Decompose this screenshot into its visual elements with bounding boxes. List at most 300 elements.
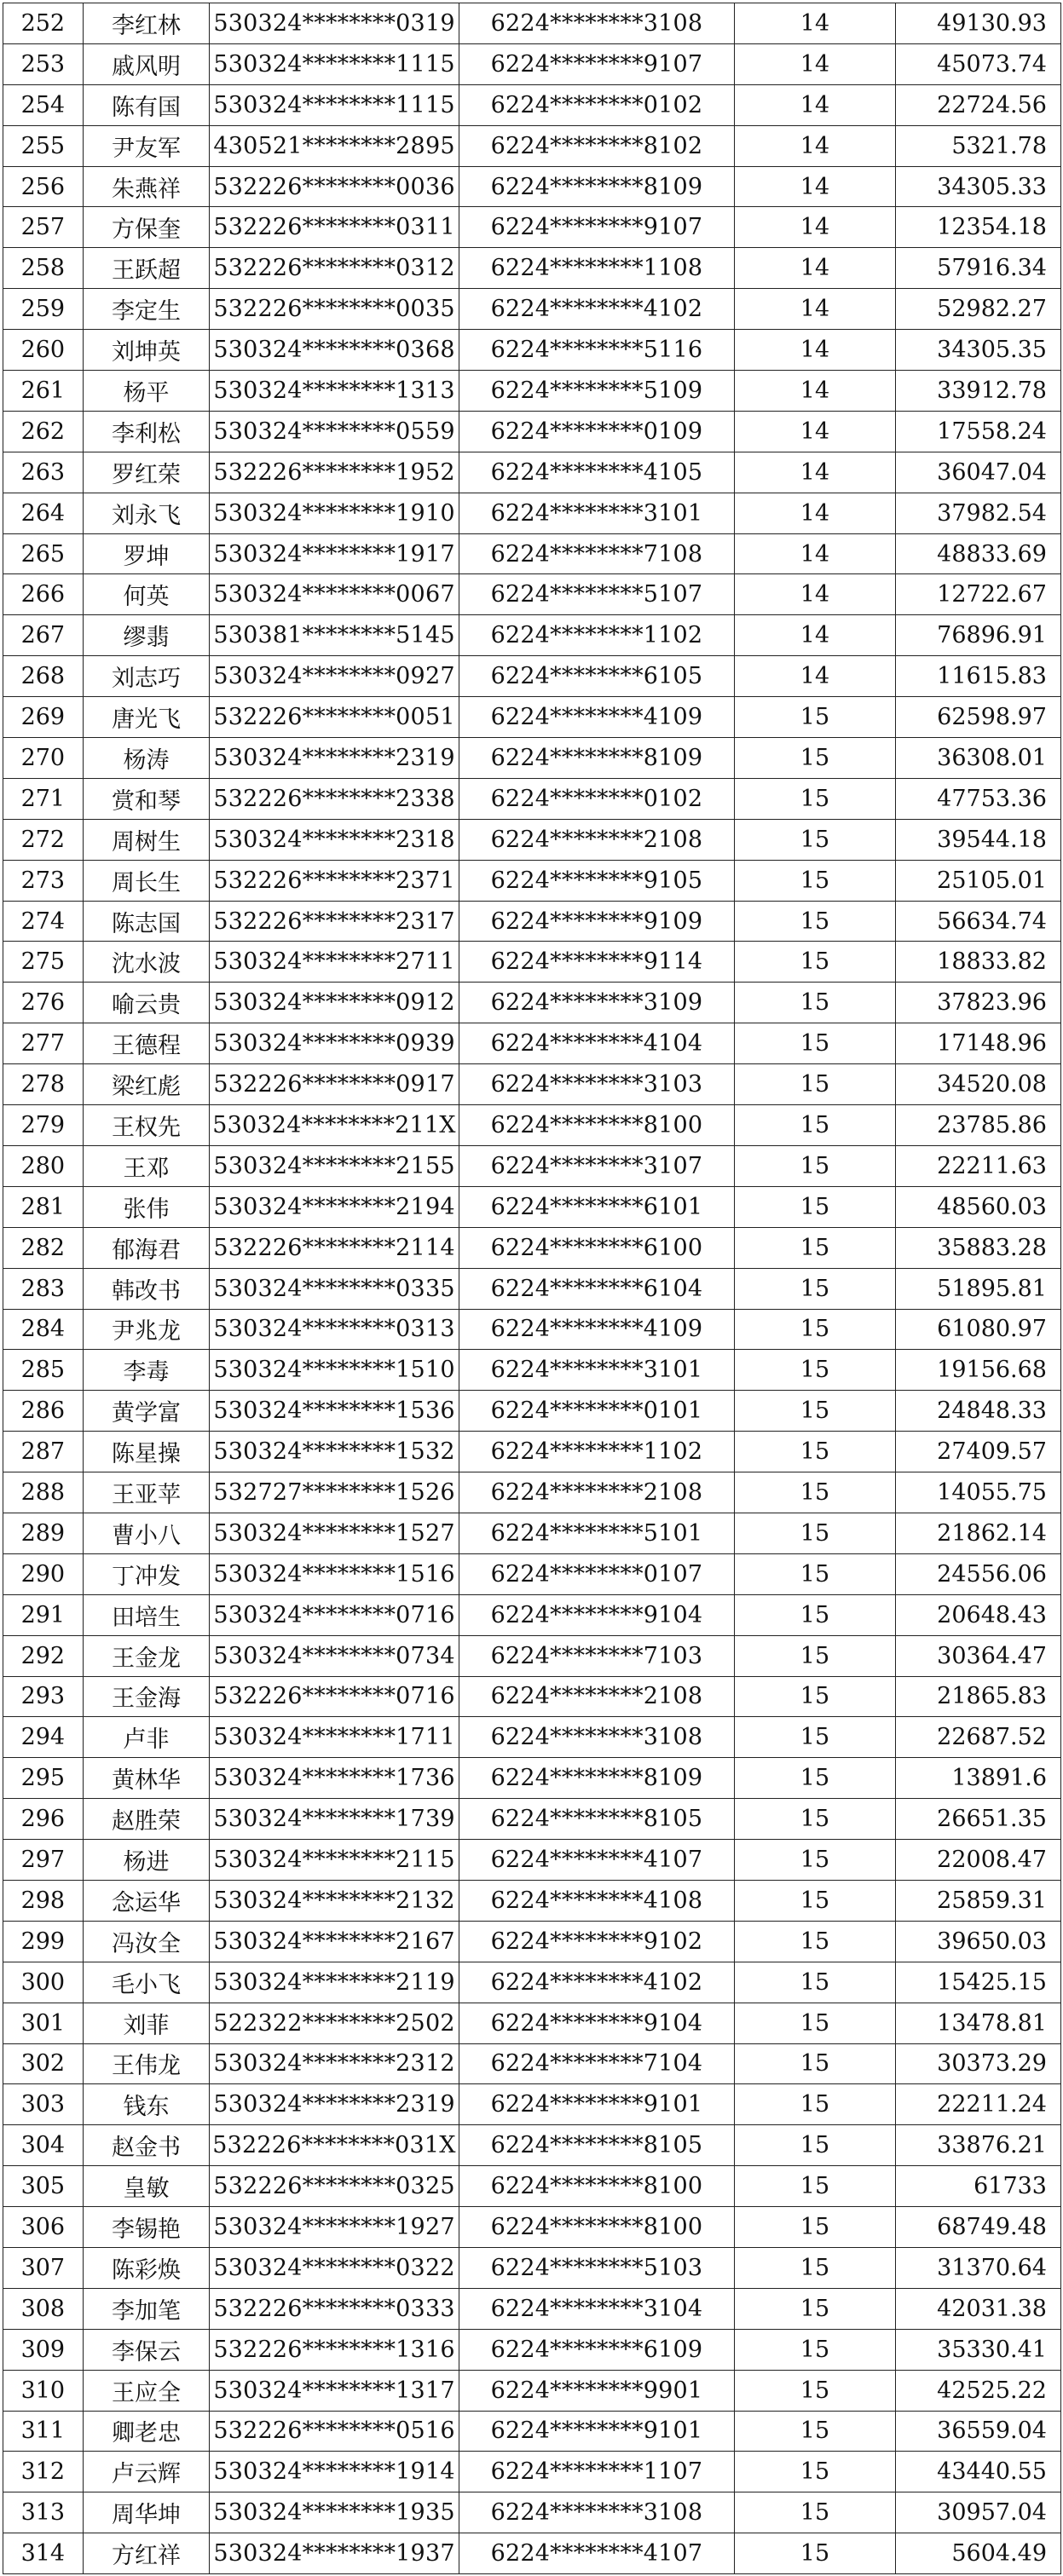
id-number-cell: 530324********1532: [210, 1432, 459, 1472]
id-number-cell: 530324********0927: [210, 656, 459, 697]
row-number-cell: 312: [3, 2452, 84, 2492]
bank-card-cell: 6224********0102: [459, 84, 734, 125]
id-number-cell: 530324********211X: [210, 1105, 459, 1146]
amount-cell: 48833.69: [895, 533, 1060, 574]
table-row: [3, 125, 1061, 166]
grade-cell: 15: [735, 697, 896, 738]
row-number-cell: 272: [3, 819, 84, 860]
table-row: [3, 1145, 1061, 1186]
name-cell: 喻云贵: [83, 983, 210, 1023]
id-number-cell: 532226********2114: [210, 1227, 459, 1268]
table-row: [3, 1186, 1061, 1227]
id-number-cell: 530324********0319: [210, 3, 459, 44]
bank-card-cell: 6224********5101: [459, 1513, 734, 1553]
bank-card-cell: 6224********4104: [459, 1023, 734, 1064]
name-cell: 刘志巧: [83, 656, 210, 697]
id-number-cell: 530324********2132: [210, 1880, 459, 1921]
amount-cell: 39544.18: [895, 819, 1060, 860]
name-cell: 周长生: [83, 860, 210, 901]
name-cell: 曹小八: [83, 1513, 210, 1553]
row-number-cell: 284: [3, 1309, 84, 1350]
id-number-cell: 530324********1510: [210, 1350, 459, 1391]
row-number-cell: 297: [3, 1840, 84, 1881]
row-number-cell: 293: [3, 1676, 84, 1717]
bank-card-cell: 6224********8109: [459, 166, 734, 207]
bank-card-cell: 6224********9104: [459, 1594, 734, 1635]
table-row: [3, 1309, 1061, 1350]
bank-card-cell: 6224********9109: [459, 901, 734, 942]
row-number-cell: 296: [3, 1799, 84, 1840]
table-row: [3, 1513, 1061, 1553]
table-row: [3, 1553, 1061, 1594]
bank-card-cell: 6224********2108: [459, 819, 734, 860]
bank-card-cell: 6224********9101: [459, 2411, 734, 2452]
name-cell: 王金海: [83, 1676, 210, 1717]
id-number-cell: 530324********1935: [210, 2492, 459, 2533]
id-number-cell: 532226********1952: [210, 452, 459, 493]
table-row: [3, 2411, 1061, 2452]
row-number-cell: 301: [3, 2003, 84, 2043]
row-number-cell: 263: [3, 452, 84, 493]
bank-card-cell: 6224********4107: [459, 1840, 734, 1881]
table-row: [3, 697, 1061, 738]
table-row: [3, 3, 1061, 44]
grade-cell: 15: [735, 2288, 896, 2329]
bank-card-cell: 6224********8100: [459, 2166, 734, 2207]
row-number-cell: 305: [3, 2166, 84, 2207]
table-row: [3, 2533, 1061, 2574]
grade-cell: 15: [735, 1594, 896, 1635]
grade-cell: 15: [735, 1391, 896, 1432]
amount-cell: 13891.6: [895, 1758, 1060, 1799]
name-cell: 张伟: [83, 1186, 210, 1227]
name-cell: 刘菲: [83, 2003, 210, 2043]
grade-cell: 14: [735, 84, 896, 125]
row-number-cell: 290: [3, 1553, 84, 1594]
row-number-cell: 264: [3, 493, 84, 533]
id-number-cell: 530324********2119: [210, 1962, 459, 2003]
amount-cell: 34305.33: [895, 166, 1060, 207]
name-cell: 王金龙: [83, 1635, 210, 1676]
row-number-cell: 303: [3, 2084, 84, 2125]
row-number-cell: 289: [3, 1513, 84, 1553]
row-number-cell: 265: [3, 533, 84, 574]
id-number-cell: 530324********2115: [210, 1840, 459, 1881]
name-cell: 罗坤: [83, 533, 210, 574]
table-row: [3, 615, 1061, 656]
name-cell: 毛小飞: [83, 1962, 210, 2003]
amount-cell: 47753.36: [895, 778, 1060, 819]
row-number-cell: 269: [3, 697, 84, 738]
bank-card-cell: 6224********0102: [459, 778, 734, 819]
grade-cell: 15: [735, 1921, 896, 1962]
grade-cell: 15: [735, 1350, 896, 1391]
amount-cell: 61080.97: [895, 1309, 1060, 1350]
name-cell: 赵胜荣: [83, 1799, 210, 1840]
table-row: [3, 2003, 1061, 2043]
amount-cell: 22211.63: [895, 1145, 1060, 1186]
grade-cell: 15: [735, 2003, 896, 2043]
grade-cell: 14: [735, 615, 896, 656]
name-cell: 梁红彪: [83, 1064, 210, 1105]
bank-card-cell: 6224********7108: [459, 533, 734, 574]
bank-card-cell: 6224********3103: [459, 1064, 734, 1105]
name-cell: 李锡艳: [83, 2207, 210, 2248]
bank-card-cell: 6224********0107: [459, 1553, 734, 1594]
id-number-cell: 530324********2167: [210, 1921, 459, 1962]
table-row: [3, 166, 1061, 207]
id-number-cell: 530324********1313: [210, 371, 459, 412]
name-cell: 田培生: [83, 1594, 210, 1635]
grade-cell: 14: [735, 411, 896, 452]
amount-cell: 43440.55: [895, 2452, 1060, 2492]
id-number-cell: 532226********2338: [210, 778, 459, 819]
amount-cell: 15425.15: [895, 1962, 1060, 2003]
row-number-cell: 307: [3, 2247, 84, 2288]
row-number-cell: 309: [3, 2329, 84, 2370]
bank-card-cell: 6224********4109: [459, 697, 734, 738]
table-body: [3, 3, 1061, 2574]
amount-cell: 30373.29: [895, 2043, 1060, 2084]
id-number-cell: 532226********0516: [210, 2411, 459, 2452]
name-cell: 赵金书: [83, 2125, 210, 2166]
id-number-cell: 532226********2371: [210, 860, 459, 901]
bank-card-cell: 6224********6104: [459, 1268, 734, 1309]
table-row: [3, 2166, 1061, 2207]
table-row: [3, 533, 1061, 574]
bank-card-cell: 6224********8100: [459, 2207, 734, 2248]
bank-card-cell: 6224********4102: [459, 1962, 734, 2003]
grade-cell: 15: [735, 2166, 896, 2207]
id-number-cell: 530324********0939: [210, 1023, 459, 1064]
table-row: [3, 1921, 1061, 1962]
name-cell: 周华坤: [83, 2492, 210, 2533]
id-number-cell: 530324********1736: [210, 1758, 459, 1799]
grade-cell: 15: [735, 1880, 896, 1921]
row-number-cell: 310: [3, 2370, 84, 2411]
row-number-cell: 302: [3, 2043, 84, 2084]
table-row: [3, 2370, 1061, 2411]
grade-cell: 15: [735, 1758, 896, 1799]
id-number-cell: 530324********0313: [210, 1309, 459, 1350]
row-number-cell: 256: [3, 166, 84, 207]
row-number-cell: 287: [3, 1432, 84, 1472]
amount-cell: 21865.83: [895, 1676, 1060, 1717]
table-row: [3, 1962, 1061, 2003]
table-row: [3, 43, 1061, 84]
row-number-cell: 279: [3, 1105, 84, 1146]
name-cell: 冯汝全: [83, 1921, 210, 1962]
name-cell: 李利松: [83, 411, 210, 452]
amount-cell: 14055.75: [895, 1472, 1060, 1513]
bank-card-cell: 6224********4105: [459, 452, 734, 493]
row-number-cell: 285: [3, 1350, 84, 1391]
amount-cell: 23785.86: [895, 1105, 1060, 1146]
id-number-cell: 532226********0716: [210, 1676, 459, 1717]
row-number-cell: 313: [3, 2492, 84, 2533]
name-cell: 戚风明: [83, 43, 210, 84]
amount-cell: 42525.22: [895, 2370, 1060, 2411]
grade-cell: 15: [735, 1186, 896, 1227]
amount-cell: 62598.97: [895, 697, 1060, 738]
grade-cell: 15: [735, 1145, 896, 1186]
name-cell: 沈水波: [83, 942, 210, 983]
id-number-cell: 530324********0559: [210, 411, 459, 452]
table-row: [3, 1350, 1061, 1391]
id-number-cell: 530381********5145: [210, 615, 459, 656]
amount-cell: 36047.04: [895, 452, 1060, 493]
table-row: [3, 656, 1061, 697]
bank-card-cell: 6224********5107: [459, 574, 734, 615]
table-row: [3, 2329, 1061, 2370]
amount-cell: 21862.14: [895, 1513, 1060, 1553]
amount-cell: 22008.47: [895, 1840, 1060, 1881]
amount-cell: 13478.81: [895, 2003, 1060, 2043]
grade-cell: 15: [735, 1717, 896, 1758]
grade-cell: 14: [735, 330, 896, 371]
id-number-cell: 530324********2155: [210, 1145, 459, 1186]
table-row: [3, 2125, 1061, 2166]
amount-cell: 20648.43: [895, 1594, 1060, 1635]
table-row: [3, 574, 1061, 615]
name-cell: 黄林华: [83, 1758, 210, 1799]
id-number-cell: 530324********1536: [210, 1391, 459, 1432]
amount-cell: 35883.28: [895, 1227, 1060, 1268]
name-cell: 唐光飞: [83, 697, 210, 738]
table-row: [3, 1717, 1061, 1758]
id-number-cell: 530324********1937: [210, 2533, 459, 2574]
table-row: [3, 1635, 1061, 1676]
grade-cell: 15: [735, 2247, 896, 2288]
bank-card-cell: 6224********9107: [459, 207, 734, 248]
name-cell: 李定生: [83, 289, 210, 330]
id-number-cell: 530324********1910: [210, 493, 459, 533]
table-row: [3, 452, 1061, 493]
id-number-cell: 530324********2194: [210, 1186, 459, 1227]
name-cell: 钱东: [83, 2084, 210, 2125]
id-number-cell: 532226********0036: [210, 166, 459, 207]
payment-table: [3, 3, 1061, 2574]
row-number-cell: 266: [3, 574, 84, 615]
grade-cell: 14: [735, 371, 896, 412]
name-cell: 王应全: [83, 2370, 210, 2411]
table-row: [3, 1676, 1061, 1717]
amount-cell: 12354.18: [895, 207, 1060, 248]
row-number-cell: 299: [3, 1921, 84, 1962]
row-number-cell: 311: [3, 2411, 84, 2452]
amount-cell: 22724.56: [895, 84, 1060, 125]
bank-card-cell: 6224********9105: [459, 860, 734, 901]
row-number-cell: 271: [3, 778, 84, 819]
amount-cell: 45073.74: [895, 43, 1060, 84]
amount-cell: 18833.82: [895, 942, 1060, 983]
row-number-cell: 268: [3, 656, 84, 697]
row-number-cell: 277: [3, 1023, 84, 1064]
bank-card-cell: 6224********9114: [459, 942, 734, 983]
grade-cell: 15: [735, 738, 896, 779]
bank-card-cell: 6224********3108: [459, 3, 734, 44]
grade-cell: 15: [735, 942, 896, 983]
name-cell: 王跃超: [83, 248, 210, 289]
name-cell: 韩改书: [83, 1268, 210, 1309]
id-number-cell: 530324********2319: [210, 2084, 459, 2125]
id-number-cell: 532226********0333: [210, 2288, 459, 2329]
table-row: [3, 983, 1061, 1023]
grade-cell: 15: [735, 1553, 896, 1594]
id-number-cell: 530324********1115: [210, 84, 459, 125]
id-number-cell: 530324********1516: [210, 1553, 459, 1594]
amount-cell: 34305.35: [895, 330, 1060, 371]
name-cell: 李毒: [83, 1350, 210, 1391]
amount-cell: 37823.96: [895, 983, 1060, 1023]
id-number-cell: 532226********1316: [210, 2329, 459, 2370]
bank-card-cell: 6224********4102: [459, 289, 734, 330]
name-cell: 王权先: [83, 1105, 210, 1146]
name-cell: 尹兆龙: [83, 1309, 210, 1350]
table-row: [3, 2492, 1061, 2533]
row-number-cell: 300: [3, 1962, 84, 2003]
id-number-cell: 532226********0311: [210, 207, 459, 248]
table-row: [3, 1105, 1061, 1146]
id-number-cell: 530324********1527: [210, 1513, 459, 1553]
name-cell: 朱燕祥: [83, 166, 210, 207]
bank-card-cell: 6224********3109: [459, 983, 734, 1023]
row-number-cell: 292: [3, 1635, 84, 1676]
grade-cell: 15: [735, 1840, 896, 1881]
grade-cell: 15: [735, 2207, 896, 2248]
id-number-cell: 530324********2318: [210, 819, 459, 860]
grade-cell: 15: [735, 1513, 896, 1553]
amount-cell: 30957.04: [895, 2492, 1060, 2533]
amount-cell: 51895.81: [895, 1268, 1060, 1309]
bank-card-cell: 6224********8105: [459, 2125, 734, 2166]
name-cell: 罗红荣: [83, 452, 210, 493]
grade-cell: 15: [735, 1105, 896, 1146]
table-row: [3, 2288, 1061, 2329]
row-number-cell: 255: [3, 125, 84, 166]
row-number-cell: 258: [3, 248, 84, 289]
table-row: [3, 1880, 1061, 1921]
table-row: [3, 2452, 1061, 2492]
amount-cell: 24848.33: [895, 1391, 1060, 1432]
table-row: [3, 371, 1061, 412]
grade-cell: 15: [735, 983, 896, 1023]
bank-card-cell: 6224********8109: [459, 738, 734, 779]
row-number-cell: 314: [3, 2533, 84, 2574]
row-number-cell: 278: [3, 1064, 84, 1105]
name-cell: 李保云: [83, 2329, 210, 2370]
table-row: [3, 411, 1061, 452]
table-row: [3, 1840, 1061, 1881]
amount-cell: 61733: [895, 2166, 1060, 2207]
table-row: [3, 778, 1061, 819]
id-number-cell: 530324********1927: [210, 2207, 459, 2248]
grade-cell: 14: [735, 574, 896, 615]
name-cell: 赏和琴: [83, 778, 210, 819]
name-cell: 郁海君: [83, 1227, 210, 1268]
amount-cell: 56634.74: [895, 901, 1060, 942]
name-cell: 李加笔: [83, 2288, 210, 2329]
amount-cell: 39650.03: [895, 1921, 1060, 1962]
id-number-cell: 532226********0917: [210, 1064, 459, 1105]
bank-card-cell: 6224********9101: [459, 2084, 734, 2125]
name-cell: 皇敏: [83, 2166, 210, 2207]
table-row: [3, 2207, 1061, 2248]
bank-card-cell: 6224********9107: [459, 43, 734, 84]
name-cell: 卢非: [83, 1717, 210, 1758]
grade-cell: 15: [735, 2533, 896, 2574]
id-number-cell: 530324********2319: [210, 738, 459, 779]
row-number-cell: 274: [3, 901, 84, 942]
amount-cell: 22687.52: [895, 1717, 1060, 1758]
name-cell: 周树生: [83, 819, 210, 860]
id-number-cell: 522322********2502: [210, 2003, 459, 2043]
id-number-cell: 530324********1115: [210, 43, 459, 84]
id-number-cell: 530324********0716: [210, 1594, 459, 1635]
row-number-cell: 295: [3, 1758, 84, 1799]
id-number-cell: 530324********0734: [210, 1635, 459, 1676]
table-row: [3, 1268, 1061, 1309]
bank-card-cell: 6224********6105: [459, 656, 734, 697]
amount-cell: 52982.27: [895, 289, 1060, 330]
name-cell: 卢云辉: [83, 2452, 210, 2492]
amount-cell: 48560.03: [895, 1186, 1060, 1227]
grade-cell: 15: [735, 901, 896, 942]
grade-cell: 14: [735, 3, 896, 44]
amount-cell: 12722.67: [895, 574, 1060, 615]
row-number-cell: 273: [3, 860, 84, 901]
grade-cell: 14: [735, 289, 896, 330]
row-number-cell: 254: [3, 84, 84, 125]
grade-cell: 15: [735, 1023, 896, 1064]
grade-cell: 14: [735, 207, 896, 248]
amount-cell: 37982.54: [895, 493, 1060, 533]
table-row: [3, 1227, 1061, 1268]
id-number-cell: 530324********0368: [210, 330, 459, 371]
row-number-cell: 286: [3, 1391, 84, 1432]
table-row: [3, 1064, 1061, 1105]
grade-cell: 15: [735, 2492, 896, 2533]
amount-cell: 42031.38: [895, 2288, 1060, 2329]
id-number-cell: 430521********2895: [210, 125, 459, 166]
row-number-cell: 280: [3, 1145, 84, 1186]
table-row: [3, 1758, 1061, 1799]
table-row: [3, 1023, 1061, 1064]
grade-cell: 15: [735, 1227, 896, 1268]
table-row: [3, 1432, 1061, 1472]
bank-card-cell: 6224********1107: [459, 2452, 734, 2492]
grade-cell: 15: [735, 819, 896, 860]
grade-cell: 15: [735, 1635, 896, 1676]
id-number-cell: 532226********0325: [210, 2166, 459, 2207]
table-row: [3, 2247, 1061, 2288]
bank-card-cell: 6224********8100: [459, 1105, 734, 1146]
grade-cell: 15: [735, 1064, 896, 1105]
table-row: [3, 207, 1061, 248]
id-number-cell: 530324********0067: [210, 574, 459, 615]
amount-cell: 24556.06: [895, 1553, 1060, 1594]
amount-cell: 26651.35: [895, 1799, 1060, 1840]
amount-cell: 76896.91: [895, 615, 1060, 656]
table-row: [3, 493, 1061, 533]
table-row: [3, 289, 1061, 330]
bank-card-cell: 6224********8109: [459, 1758, 734, 1799]
name-cell: 陈星操: [83, 1432, 210, 1472]
bank-card-cell: 6224********1102: [459, 1432, 734, 1472]
id-number-cell: 532727********1526: [210, 1472, 459, 1513]
amount-cell: 31370.64: [895, 2247, 1060, 2288]
name-cell: 方保奎: [83, 207, 210, 248]
